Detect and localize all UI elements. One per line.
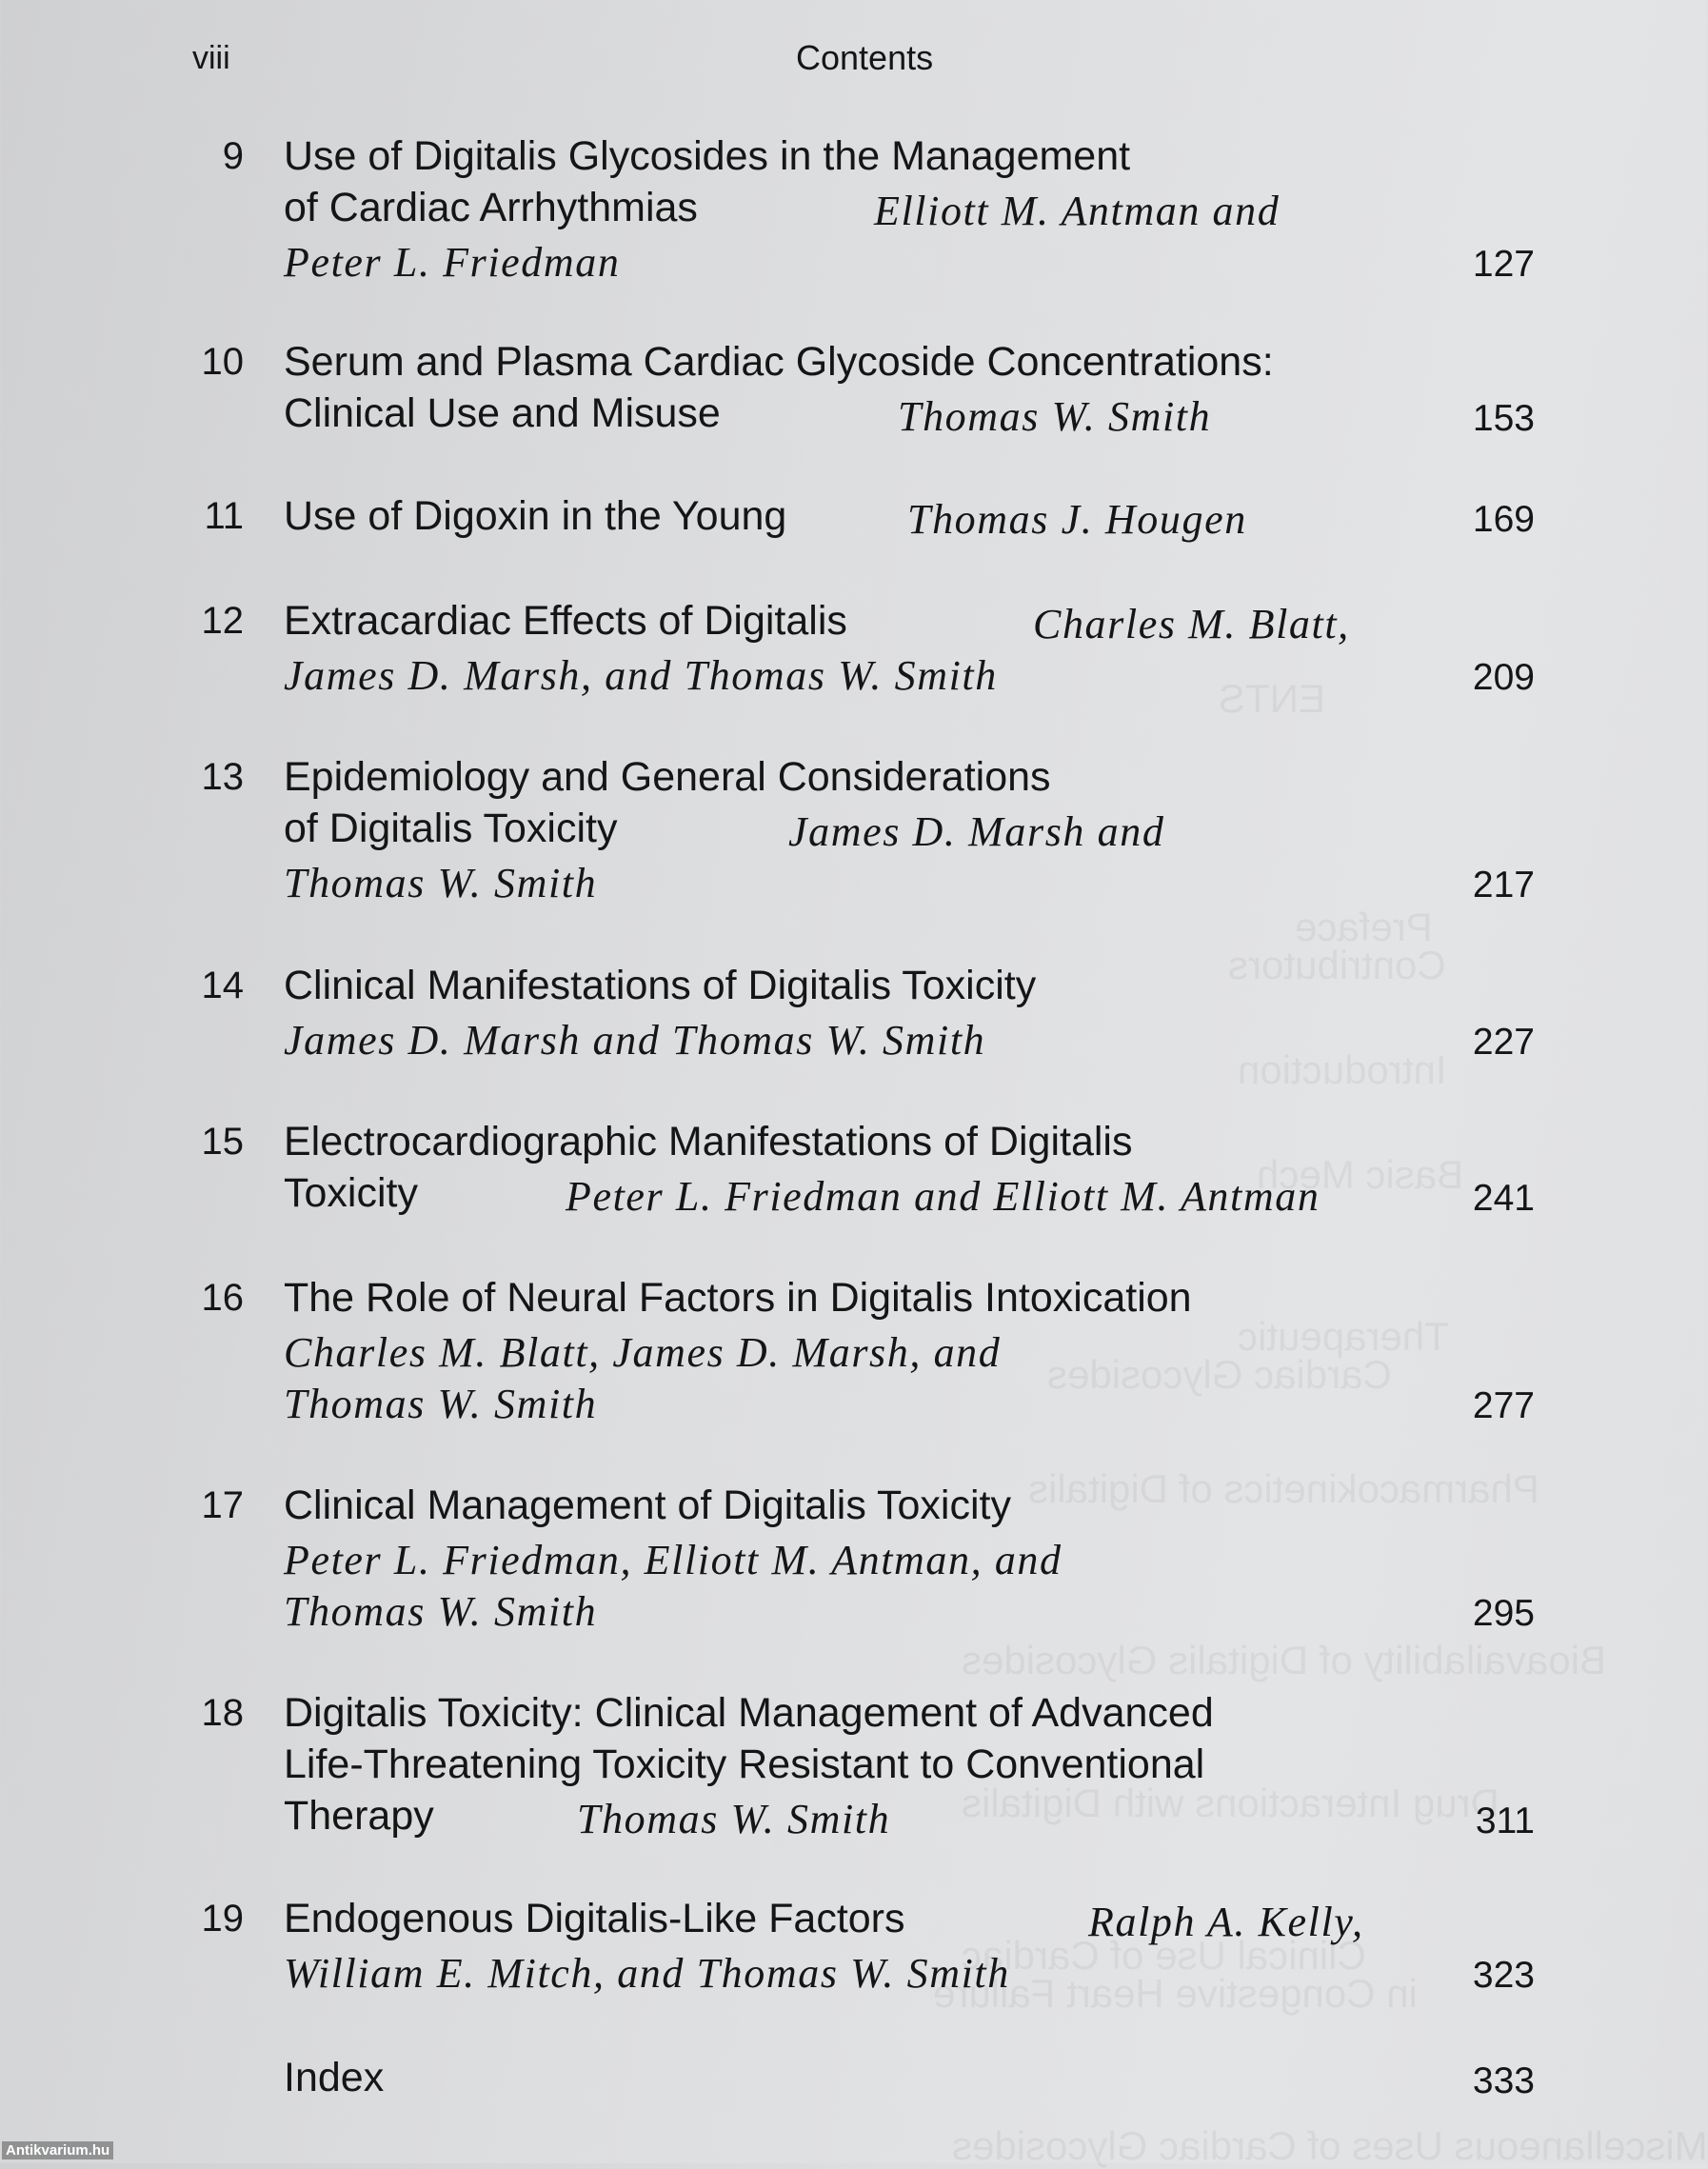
page-number: 311	[1475, 1801, 1535, 1841]
chapter-number: 11	[204, 495, 244, 537]
chapter-number: 19	[201, 1898, 244, 1940]
chapter-author: Ralph A. Kelly,	[1088, 1899, 1364, 1945]
chapter-number: 13	[201, 756, 244, 798]
page-number: 295	[1472, 1593, 1535, 1634]
page-number: 209	[1472, 657, 1535, 698]
chapter-title-line: Index	[284, 2055, 385, 2100]
show-through-text: Drug Interactions with Digitalis	[962, 1781, 1499, 1825]
chapter-title-line: Digitalis Toxicity: Clinical Management of Advanced	[284, 1690, 1214, 1736]
chapter-author: James D. Marsh and	[788, 808, 1165, 855]
header-page-number: viii	[192, 40, 230, 76]
chapter-author: Thomas W. Smith	[898, 393, 1212, 440]
chapter-author: Thomas W. Smith	[284, 1381, 598, 1427]
page-number: 227	[1472, 1022, 1535, 1063]
show-through-text: Miscellaneous Uses of Cardiac Glycosides	[952, 2123, 1708, 2168]
chapter-author: Charles M. Blatt,	[1033, 601, 1350, 647]
chapter-title-line: Toxicity	[284, 1170, 418, 1216]
page-number: 127	[1472, 244, 1535, 285]
page-number: 333	[1472, 2060, 1535, 2101]
chapter-number: 12	[201, 600, 244, 642]
show-through-text: Cardiac Glycosides	[1047, 1352, 1392, 1397]
chapter-number: 10	[201, 341, 244, 383]
page-number: 153	[1472, 398, 1535, 439]
chapter-title-line: of Cardiac Arrhythmias	[284, 185, 698, 230]
page-number: 217	[1472, 865, 1535, 905]
chapter-title-line: Extracardiac Effects of Digitalis	[284, 598, 847, 644]
header-title: Contents	[796, 38, 934, 77]
show-through-text: Contributors	[1228, 943, 1446, 987]
chapter-title-line: Clinical Manifestations of Digitalis Toxicity	[284, 963, 1037, 1008]
chapter-title-line: Use of Digoxin in the Young	[284, 493, 787, 539]
chapter-author: Elliott M. Antman and	[874, 188, 1281, 234]
page-number: 169	[1472, 499, 1535, 540]
chapter-author: Peter L. Friedman, Elliott M. Antman, and	[284, 1537, 1063, 1583]
chapter-number: 17	[201, 1484, 244, 1526]
watermark-label: Antikvarium.hu	[2, 2141, 113, 2159]
chapter-author: James D. Marsh, and Thomas W. Smith	[284, 652, 998, 699]
chapter-author: Peter L. Friedman	[284, 239, 621, 286]
show-through-text: in Congestive Heart Failure	[933, 1971, 1418, 2016]
chapter-author: Peter L. Friedman and Elliott M. Antman	[566, 1173, 1321, 1220]
page-number: 241	[1472, 1178, 1535, 1219]
chapter-author: James D. Marsh and Thomas W. Smith	[284, 1017, 986, 1064]
chapter-number: 14	[201, 965, 244, 1006]
show-through-text: Preface	[1295, 905, 1433, 949]
show-through-text: Clinical Use of Cardiac	[962, 1933, 1366, 1978]
chapter-author: William E. Mitch, and Thomas W. Smith	[284, 1950, 1010, 1997]
chapter-title-line: The Role of Neural Factors in Digitalis Intoxication	[284, 1275, 1192, 1321]
chapter-title-line: of Digitalis Toxicity	[284, 806, 618, 851]
show-through-text: Bioavailability of Digitalis Glycosides	[962, 1638, 1606, 1682]
show-through-text: Therapeutic	[1238, 1314, 1449, 1359]
chapter-title-line: Endogenous Digitalis-Like Factors	[284, 1896, 905, 1941]
chapter-title-line: Clinical Management of Digitalis Toxicity	[284, 1482, 1011, 1528]
chapter-author: Charles M. Blatt, James D. Marsh, and	[284, 1329, 1002, 1376]
chapter-author: Thomas W. Smith	[284, 1588, 598, 1635]
show-through-text: ENTS	[1219, 676, 1326, 721]
chapter-author: Thomas W. Smith	[284, 860, 598, 906]
page-number: 277	[1472, 1385, 1535, 1426]
chapter-number: 16	[201, 1277, 244, 1319]
page-number: 323	[1472, 1955, 1535, 1996]
show-through-text: Pharmacokinetics of Digitalis	[1028, 1466, 1539, 1511]
chapter-number: 18	[201, 1692, 244, 1734]
show-through-text: Basic Mech	[1257, 1152, 1464, 1197]
chapter-author: Thomas J. Hougen	[907, 496, 1247, 543]
chapter-title-line: Therapy	[284, 1793, 434, 1839]
chapter-author: Thomas W. Smith	[577, 1796, 891, 1842]
chapter-title-line: Epidemiology and General Considerations	[284, 754, 1051, 800]
chapter-title-line: Serum and Plasma Cardiac Glycoside Concentrations:	[284, 339, 1274, 385]
chapter-title-line: Clinical Use and Misuse	[284, 390, 721, 436]
chapter-title-line: Use of Digitalis Glycosides in the Management	[284, 133, 1131, 179]
chapter-number: 15	[201, 1121, 244, 1163]
chapter-title-line: Life-Threatening Toxicity Resistant to Conventional	[284, 1741, 1205, 1787]
chapter-title-line: Electrocardiographic Manifestations of Digitalis	[284, 1119, 1133, 1164]
chapter-number: 9	[222, 135, 244, 177]
show-through-text: Introduction	[1238, 1047, 1447, 1092]
